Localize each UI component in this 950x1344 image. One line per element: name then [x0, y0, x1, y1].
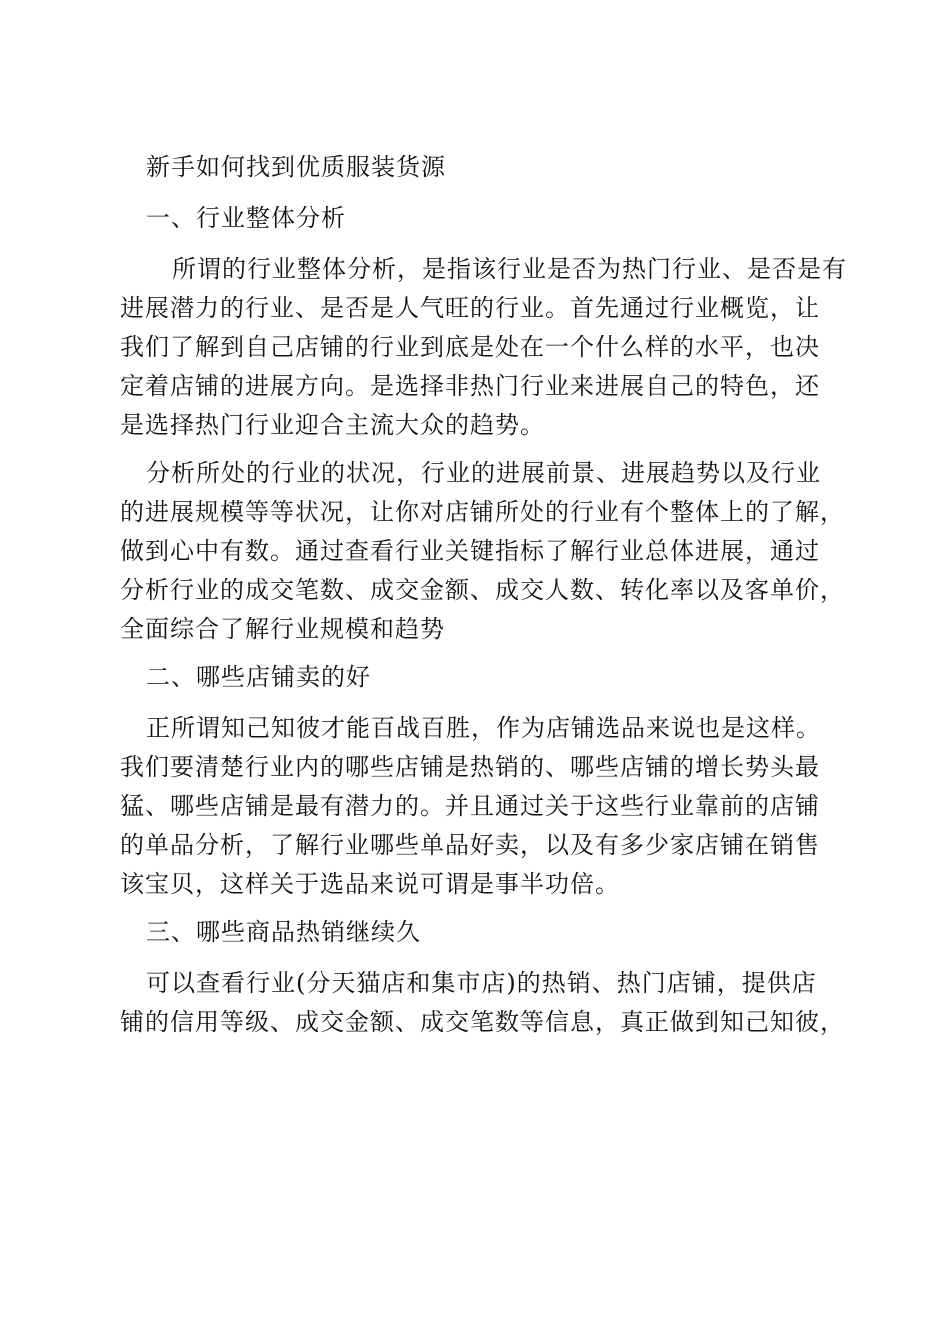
text-line: 所谓的行业整体分析，是指该行业是否为热门行业、是否是有 — [172, 255, 847, 283]
text-line: 做到心中有数。通过查看行业关键指标了解行业总体进展，通过 — [120, 537, 820, 565]
section-heading: 一、行业整体分析 — [146, 204, 346, 232]
text-line: 猛、哪些店铺是最有潜力的。并且通过关于这些行业靠前的店铺 — [120, 792, 820, 820]
text-line: 该宝贝，这样关于选品来说可谓是事半功倍。 — [120, 870, 620, 898]
document-page — [120, 148, 847, 1051]
text-line: 正所谓知己知彼才能百战百胜，作为店铺选品来说也是这样。 — [146, 714, 821, 742]
text-line: 可以查看行业(分天猫店和集市店)的热销、热门店铺，提供店 — [146, 969, 817, 997]
text-line: 的单品分析，了解行业哪些单品好卖，以及有多少家店铺在销售 — [120, 831, 820, 859]
text-line: 的进展规模等等状况，让你对店铺所处的行业有个整体上的了解， — [120, 498, 845, 526]
text-line: 是选择热门行业迎合主流大众的趋势。 — [120, 411, 545, 439]
text-line: 定着店铺的进展方向。是选择非热门行业来进展自己的特色，还 — [120, 372, 820, 400]
text-line: 进展潜力的行业、是否是人气旺的行业。首先通过行业概览，让 — [120, 294, 820, 322]
section-heading: 二、哪些店铺卖的好 — [146, 663, 371, 691]
text-line: 铺的信用等级、成交金额、成交笔数等信息，真正做到知己知彼， — [120, 1008, 845, 1036]
text-line: 全面综合了解行业规模和趋势 — [120, 615, 445, 643]
document-title: 新手如何找到优质服装货源 — [146, 153, 446, 181]
paragraph — [120, 250, 847, 445]
text-line: 我们了解到自己店铺的行业到底是处在一个什么样的水平，也决 — [120, 333, 820, 361]
paragraph — [120, 709, 832, 904]
text-line: 分析行业的成交笔数、成交金额、成交人数、转化率以及客单价， — [120, 576, 845, 604]
paragraph — [120, 454, 845, 649]
section-heading: 三、哪些商品热销继续久 — [146, 918, 421, 946]
paragraph — [120, 964, 845, 1042]
text-line: 我们要清楚行业内的哪些店铺是热销的、哪些店铺的增长势头最 — [120, 753, 820, 781]
text-line: 分析所处的行业的状况，行业的进展前景、进展趋势以及行业 — [146, 459, 821, 487]
